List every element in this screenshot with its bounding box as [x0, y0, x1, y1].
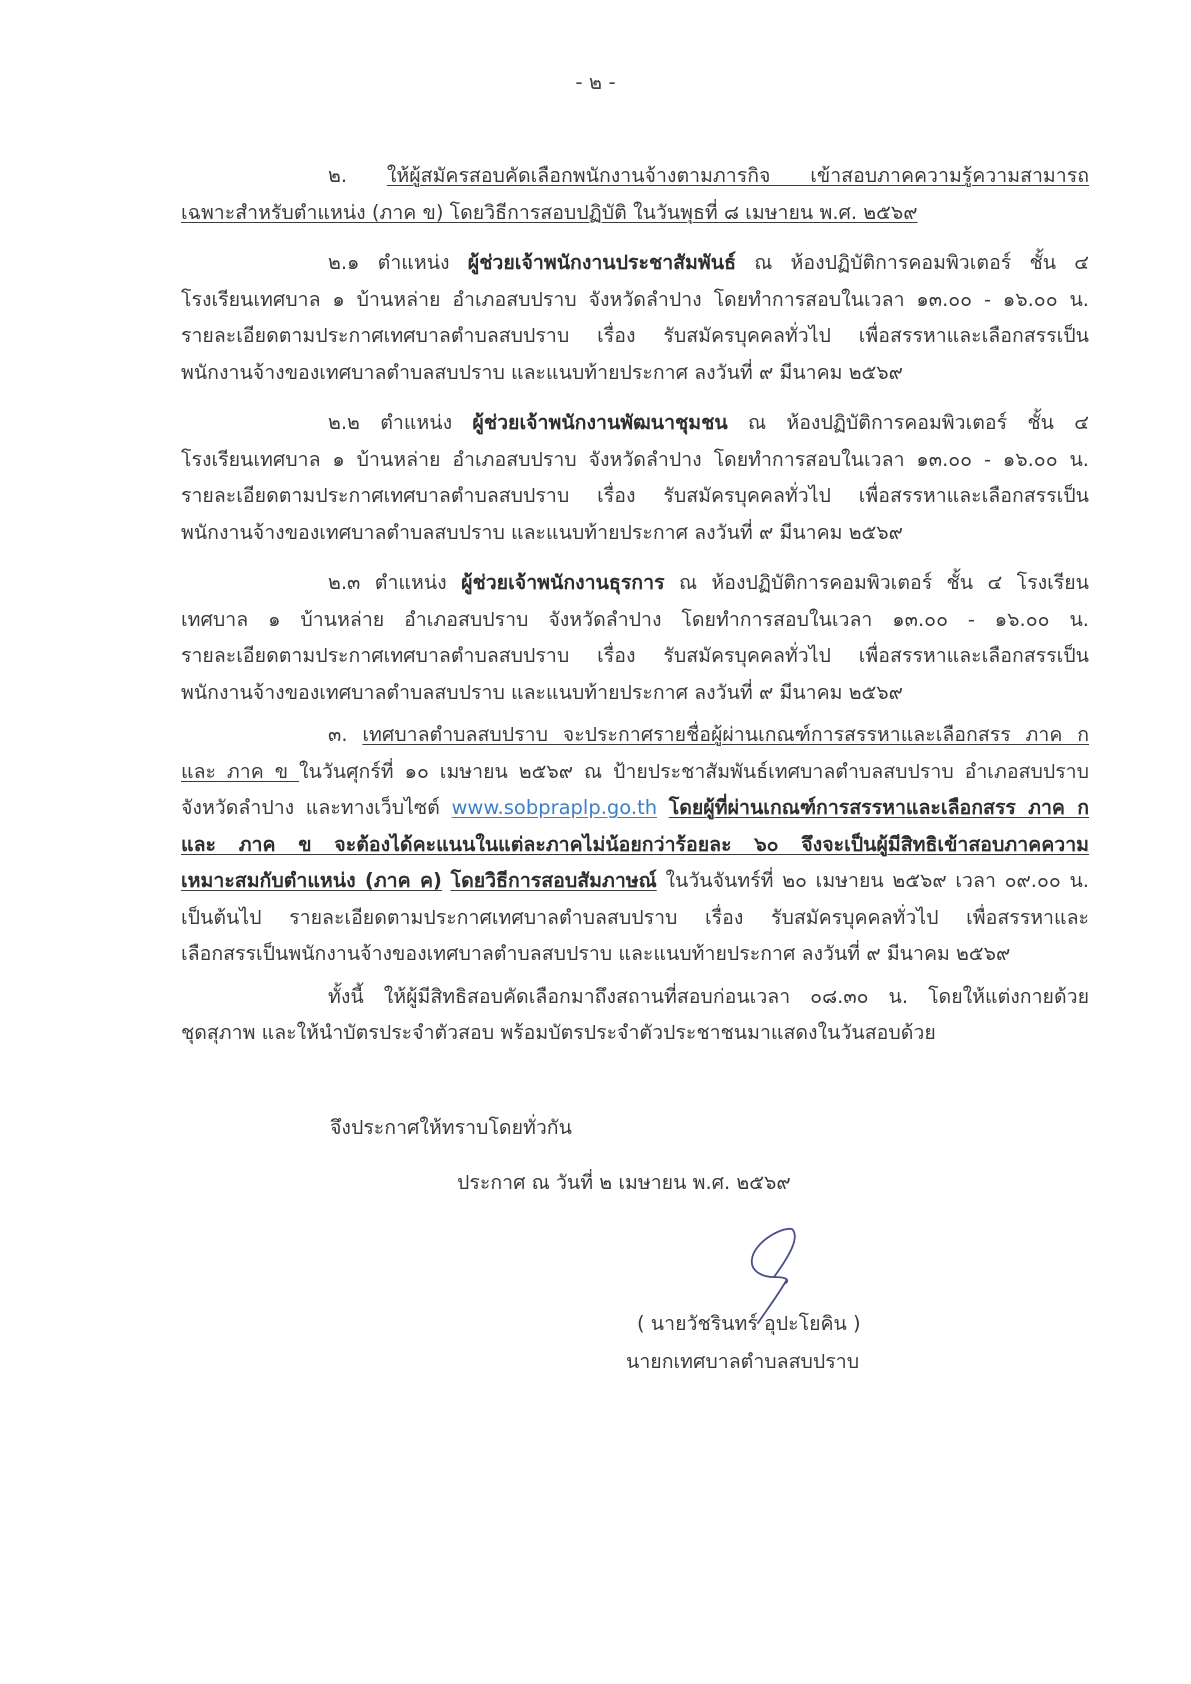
- section-3: [181, 717, 1089, 973]
- paragraph-line: รายละเอียดตามประกาศเทศบาลตำบลสบปราบ เรื่อง รับสมัครบุคคลทั่วไป เพื่อสรรหาและเลือกสรรเป็น: [181, 484, 1089, 507]
- paragraph-line: พนักงานจ้างของเทศบาลตำบลสบปราบ และแนบท้ายประกาศ ลงวันที่ ๙ มีนาคม ๒๕๖๙: [181, 360, 903, 384]
- announcement-date: ประกาศ ณ วันที่ ๒ เมษายน พ.ศ. ๒๕๖๙: [457, 1171, 791, 1194]
- label: ตำแหน่ง: [380, 411, 453, 434]
- paragraph-line: รายละเอียดตามประกาศเทศบาลตำบลสบปราบ เรื่อง รับสมัครบุคคลทั่วไป เพื่อสรรหาและเลือกสรรเป็น: [181, 644, 1089, 667]
- label: ตำแหน่ง: [374, 571, 447, 594]
- bold-underlined-text: โดยวิธีการสอบสัมภาษณ์: [450, 869, 657, 892]
- page-number: - ๒ -: [575, 70, 616, 94]
- attendance-note: [181, 979, 1089, 1052]
- section-2-heading-line-2: [181, 195, 1089, 232]
- section-2-1: [181, 245, 1089, 391]
- section-2-3: [181, 565, 1089, 711]
- section-number: ๓.: [328, 723, 348, 746]
- heading-text: เฉพาะสำหรับตำแหน่ง (ภาค ข) โดยวิธีการสอบปฏิบัติ ในวันพุธที่ ๘ เมษายน พ.ศ. ๒๕๖๙: [181, 200, 918, 224]
- paragraph-line: [181, 863, 1089, 900]
- paragraph-line: [181, 827, 1089, 864]
- signatory-title: นายกเทศบาลตำบลสบปราบ: [626, 1350, 860, 1373]
- paragraph-line: เทศบาล ๑ บ้านหล่าย อำเภอสบปราบ จังหวัดลำปาง โดยทำการสอบในเวลา ๑๓.๐๐ - ๑๖.๐๐ น.: [181, 607, 1089, 631]
- item-number: ๒.๒: [328, 411, 360, 434]
- position-title: ผู้ช่วยเจ้าพนักงานประชาสัมพันธ์: [467, 251, 736, 274]
- text: ณ ห้องปฏิบัติการคอมพิวเตอร์ ชั้น ๔ โรงเรียน: [678, 571, 1090, 594]
- section-2-heading: [181, 158, 1089, 231]
- paragraph-line: โรงเรียนเทศบาล ๑ บ้านหล่าย อำเภอสบปราบ จังหวัดลำปาง โดยทำการสอบในเวลา ๑๓.๐๐ - ๑๖.๐๐ น.: [181, 287, 1089, 311]
- bold-underlined-text: โดยผู้ที่ผ่านเกณฑ์การสรรหาและเลือกสรร ภาค ก: [668, 796, 1090, 819]
- paragraph-line: [181, 717, 1089, 754]
- underlined-text: และ ภาค ข: [181, 759, 299, 783]
- paragraph-line: [181, 790, 1089, 827]
- underlined-text: เทศบาลตำบลสบปราบ จะประกาศรายชื่อผู้ผ่านเกณฑ์การสรรหาและเลือกสรร ภาค ก: [362, 723, 1089, 746]
- section-2-heading-line-1: [181, 158, 1089, 195]
- paragraph-line: โรงเรียนเทศบาล ๑ บ้านหล่าย อำเภอสบปราบ จังหวัดลำปาง โดยทำการสอบในเวลา ๑๓.๐๐ - ๑๖.๐๐ น.: [181, 447, 1089, 471]
- text: ณ ห้องปฏิบัติการคอมพิวเตอร์ ชั้น ๔: [754, 251, 1090, 274]
- position-title: ผู้ช่วยเจ้าพนักงานธุรการ: [461, 571, 665, 594]
- paragraph-line: พนักงานจ้างของเทศบาลตำบลสบปราบ และแนบท้ายประกาศ ลงวันที่ ๙ มีนาคม ๒๕๖๙: [181, 680, 903, 704]
- paragraph-line: [181, 405, 1089, 442]
- text: ในวันศุกร์ที่ ๑๐ เมษายน ๒๕๖๙ ณ ป้ายประชาสัมพันธ์เทศบาลตำบลสบปราบ อำเภอสบปราบ: [298, 759, 1089, 783]
- section-2-2: [181, 405, 1089, 551]
- paragraph-line: [181, 245, 1089, 282]
- paragraph-line: เป็นต้นไป รายละเอียดตามประกาศเทศบาลตำบลสบปราบ เรื่อง รับสมัครบุคคลทั่วไป เพื่อสรรหาและ: [181, 905, 1089, 929]
- label: ตำแหน่ง: [377, 251, 450, 274]
- website-link[interactable]: www.sobpraplp.go.th: [451, 796, 658, 819]
- paragraph-line: เลือกสรรเป็นพนักงานจ้างของเทศบาลตำบลสบปราบ และแนบท้ายประกาศ ลงวันที่ ๙ มีนาคม ๒๕๖๙: [181, 942, 1011, 965]
- heading-text: ให้ผู้สมัครสอบคัดเลือกพนักงานจ้างตามภารกิจ เข้าสอบภาคความรู้ความสามารถ: [386, 164, 1090, 187]
- text: จังหวัดลำปาง และทางเว็บไซต์: [181, 796, 452, 819]
- paragraph-line: ทั้งนี้ ให้ผู้มีสิทธิสอบคัดเลือกมาถึงสถานที่สอบก่อนเวลา ๐๘.๓๐ น. โดยให้แต่งกายด้วย: [328, 984, 1089, 1008]
- signatory-name: ( นายวัชรินทร์ อุปะโยคิน ): [637, 1312, 861, 1335]
- closing-statement: จึงประกาศให้ทราบโดยทั่วกัน: [330, 1116, 572, 1139]
- paragraph-line: พนักงานจ้างของเทศบาลตำบลสบปราบ และแนบท้ายประกาศ ลงวันที่ ๙ มีนาคม ๒๕๖๙: [181, 520, 903, 544]
- item-number: ๒.๑: [328, 251, 360, 274]
- text: ในวันจันทร์ที่ ๒๐ เมษายน ๒๕๖๙ เวลา ๐๙.๐๐ น.: [656, 869, 1090, 892]
- bold-underlined-text: และ ภาค ข จะต้องได้คะแนนในแต่ละภาคไม่น้อยกว่าร้อยละ ๖๐ จึงจะเป็นผู้มีสิทธิเข้าสอบภาคความ: [181, 832, 1089, 856]
- position-title: ผู้ช่วยเจ้าพนักงานพัฒนาชุมชน: [472, 411, 728, 434]
- item-number: ๒.๓: [328, 571, 361, 594]
- paragraph-line: รายละเอียดตามประกาศเทศบาลตำบลสบปราบ เรื่อง รับสมัครบุคคลทั่วไป เพื่อสรรหาและเลือกสรรเป็น: [181, 324, 1089, 347]
- paragraph-line: [181, 754, 1089, 791]
- document-body: [181, 158, 1089, 1052]
- text: ณ ห้องปฏิบัติการคอมพิวเตอร์ ชั้น ๔: [747, 411, 1090, 434]
- paragraph-line: [181, 565, 1089, 602]
- paragraph-line: ชุดสุภาพ และให้นำบัตรประจำตัวสอบ พร้อมบัตรประจำตัวประชาชนมาแสดงในวันสอบด้วย: [181, 1021, 936, 1044]
- bold-underlined-text: เหมาะสมกับตำแหน่ง (ภาค ค): [181, 869, 442, 892]
- section-number: ๒.: [328, 164, 348, 187]
